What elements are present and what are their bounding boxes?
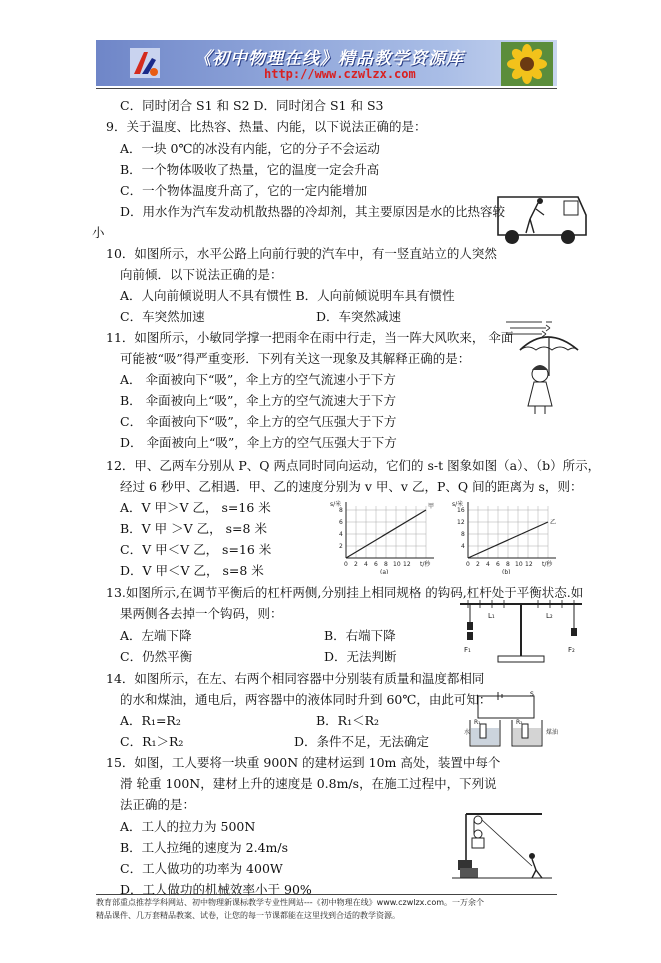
text-line: 13.如图所示,在调节平衡后的杠杆两侧,分别挂上相同规格 的钩码,杠杆处于平衡状态.如 [106,585,584,600]
text-line: 小 [92,225,105,240]
text-line: D．车突然减速 [316,309,402,324]
text-line: C．V 甲＜V 乙， s=16 米 [120,542,272,557]
svg-text:t/秒: t/秒 [542,561,553,568]
svg-text:4: 4 [364,561,368,568]
st-graph-a [330,500,440,574]
svg-text:0: 0 [466,561,470,568]
footer-line-1: 教育部重点推荐学科网站、初中物理新课标教学专业性网站---《初中物理在线》www.czwlzx.com。一万余个 [96,898,485,907]
text-line: B．工人拉绳的速度为 2.4m/s [120,840,289,855]
text-line: B．右端下降 [324,628,396,643]
text-line: C．车突然加速 [120,309,205,324]
svg-text:6: 6 [374,561,378,568]
svg-text:s/米: s/米 [330,501,342,508]
svg-text:R₁: R₁ [474,719,481,726]
site-logo-icon [128,46,162,80]
banner-url[interactable]: http://www.czwlzx.com [264,67,416,81]
svg-text:R₂: R₂ [516,719,523,726]
text-line: B． 伞面被向上“吸”，伞上方的空气流速大于下方 [120,393,396,408]
text-line: A． 伞面被向下“吸”，伞上方的空气流速小于下方 [120,372,396,387]
text-line: D．无法判断 [324,649,397,664]
svg-text:8: 8 [384,561,388,568]
series-b-label: 乙 [550,519,557,526]
text-line: C．R₁＞R₂ [120,734,184,749]
series-a-label: 甲 [428,503,435,510]
lever-figure [458,596,584,666]
svg-text:0: 0 [344,561,348,568]
svg-text:6: 6 [496,561,500,568]
svg-text:S: S [530,691,534,698]
car-figure [494,189,590,247]
text-line: 9．关于温度、比热容、热量、内能，以下说法正确的是： [106,119,427,134]
text-line: 果两侧各去掉一个钩码，则： [120,606,283,621]
text-line: 向前倾．以下说法正确的是： [120,267,283,282]
circuit-figure [464,690,560,752]
svg-text:L₂: L₂ [546,612,553,620]
text-line: 12．甲、乙两车分别从 P、Q 两点同时同向运动，它们的 s-t 图象如图（a）、（b）所示， [106,458,601,473]
text-line: 11．如图所示，小敏同学撑一把雨伞在雨中行走，当一阵大风吹来， 伞面 [106,330,514,345]
svg-text:4: 4 [461,543,465,550]
text-line: C． 伞面被向下“吸”，伞上方的空气压强大于下方 [120,414,397,429]
svg-text:F₁: F₁ [464,646,471,654]
svg-text:2: 2 [354,561,358,568]
svg-text:水: 水 [464,729,471,736]
text-line: B．一个物体吸收了热量，它的温度一定会升高 [120,162,380,177]
header-rule [96,88,557,89]
svg-text:8: 8 [506,561,510,568]
pulley-figure [452,808,552,880]
svg-text:2: 2 [339,543,343,550]
svg-text:煤油: 煤油 [546,729,559,736]
text-line: C．同时闭合 S1 和 S2 D．同时闭合 S1 和 S3 [120,98,384,113]
text-line: A．左端下降 [120,628,192,643]
text-line: A．一块 0℃的冰没有内能，它的分子不会运动 [120,141,380,156]
text-line: C．工人做功的功率为 400W [120,861,283,876]
text-line: B．V 甲 ＞V 乙， s=8 米 [120,521,267,536]
text-line: D．工人做功的机械效率小于 90% [120,882,312,897]
svg-text:10: 10 [515,561,523,568]
svg-text:4: 4 [339,531,343,538]
svg-text:12: 12 [403,561,411,568]
text-line: A．R₁=R₂ [120,713,181,728]
text-line: 10．如图所示，水平公路上向前行驶的汽车中，有一竖直站立的人突然 [106,246,497,261]
svg-text:s/米: s/米 [452,501,464,508]
svg-text:2: 2 [476,561,480,568]
text-line: A．V 甲＞V 乙， s=16 米 [120,500,271,515]
text-line: D．V 甲＜V 乙， s=8 米 [120,563,264,578]
svg-text:12: 12 [525,561,533,568]
text-line: 滑 轮重 100N，建材上升的速度是 0.8m/s，在施工过程中，下列说 [120,776,497,791]
text-line: 经过 6 秒甲、乙相遇．甲、乙的速度分别为 v 甲、v 乙，P、Q 间的距离为 s，则： [120,479,583,494]
text-line: A．工人的拉力为 500N [120,819,256,834]
st-graph-b [452,500,562,574]
svg-text:8: 8 [461,531,465,538]
svg-text:16: 16 [457,507,465,514]
text-line: D．条件不足，无法确定 [294,734,430,749]
umbrella-figure [502,316,592,416]
svg-text:(a): (a) [380,569,389,574]
text-line: C．仍然平衡 [120,649,193,664]
text-line: D． 伞面被向上“吸”，伞上方的空气压强大于下方 [120,435,397,450]
svg-text:6: 6 [339,519,343,526]
svg-text:L₁: L₁ [488,612,495,620]
text-line: A．人向前倾说明人不具有惯性 B．人向前倾说明车具有惯性 [120,288,455,303]
svg-text:(b): (b) [502,569,511,574]
text-line: C．一个物体温度升高了，它的一定内能增加 [120,183,368,198]
text-line: B．R₁＜R₂ [316,713,380,728]
svg-text:8: 8 [339,507,343,514]
text-line: 可能被“吸”得严重变形．下列有关这一现象及其解释正确的是： [120,351,471,366]
text-line: 15．如图，工人要将一块重 900N 的建材运到 10m 高处，装置中每个 [106,755,501,770]
svg-text:F₂: F₂ [568,646,575,654]
footer-line-2: 精品课件、几万套精品教案、试卷，让您的每一节课都能在这里找到合适的教学资源。 [96,911,400,920]
text-line: 的水和煤油，通电后，两容器中的液体同时升到 60℃，由此可知： [120,692,492,707]
footer-rule [96,894,557,895]
text-line: D．用水作为汽车发动机散热器的冷却剂，其主要原因是水的比热容较 [120,204,506,219]
svg-text:t/秒: t/秒 [420,561,431,568]
text-line: 法正确的是： [120,797,196,812]
sunflower-icon [501,42,553,86]
text-line: 14．如图所示，在左、右两个相同容器中分别装有质量和温度都相同 [106,671,485,686]
svg-text:10: 10 [393,561,401,568]
banner-title: 《初中物理在线》精品教学资源库 [194,49,464,69]
svg-text:4: 4 [486,561,490,568]
svg-text:12: 12 [457,519,465,526]
header-banner [96,40,557,86]
